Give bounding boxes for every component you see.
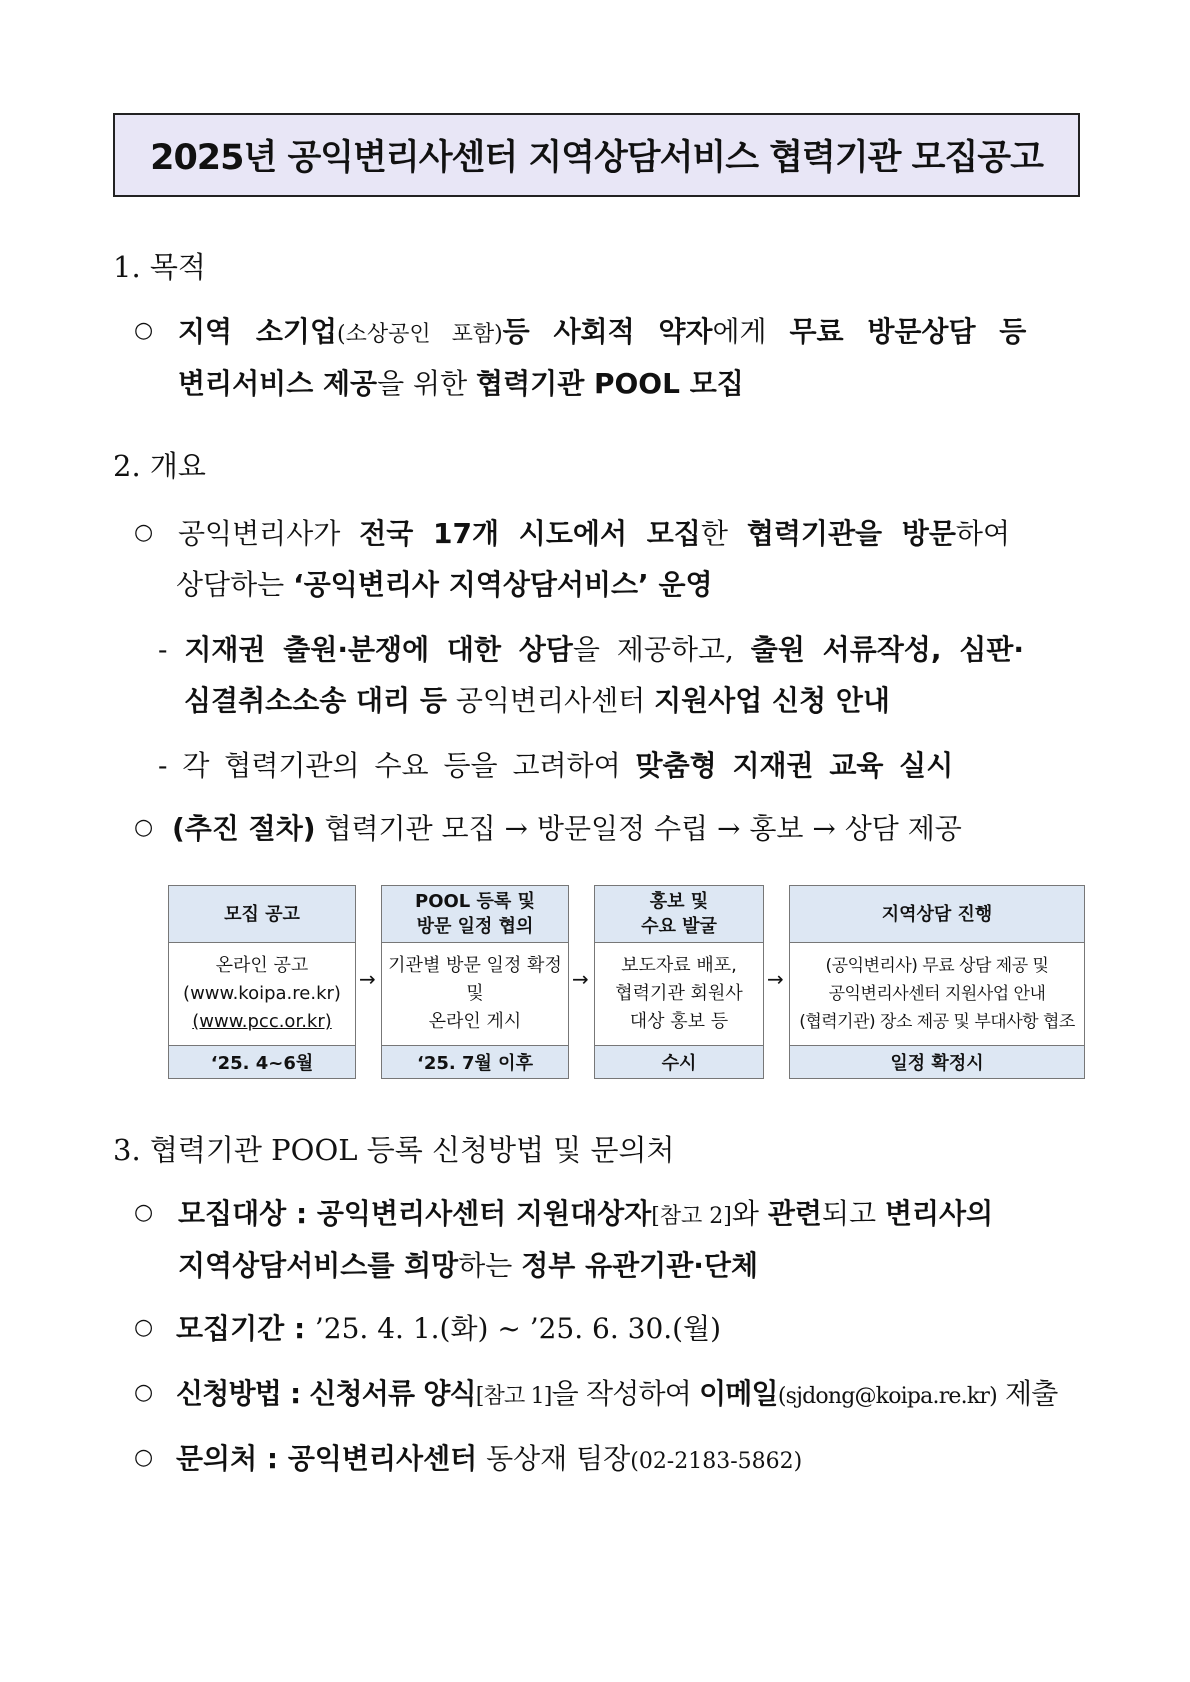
text-run: - (158, 633, 185, 666)
s2-para-1-line-1 (178, 512, 1010, 552)
bullet: ○ (134, 520, 154, 545)
s3-target-line-1 (178, 1192, 993, 1232)
bullet: ○ (134, 1380, 154, 1405)
flow-step-1 (168, 885, 356, 1079)
bullet: ○ (134, 815, 154, 840)
text-run: 이메일 (699, 1377, 778, 1410)
flow-step-head: 지역상담 진행 (790, 886, 1084, 943)
text-run: 전국 17개 시도에서 모집 (359, 517, 701, 550)
text-run: 신청방법 : 신청서류 양식 (176, 1377, 476, 1410)
text-run: 동상재 팀장 (477, 1442, 631, 1475)
flow-step-foot: 수시 (595, 1045, 763, 1078)
flow-step-4 (789, 885, 1085, 1079)
text-run: 와 (731, 1197, 768, 1230)
text-run: 에게 (712, 315, 790, 348)
section-3-heading: 3. 협력기관 POOL 등록 신청방법 및 문의처 (113, 1133, 675, 1167)
text-run: 을 제공하고, (572, 633, 751, 666)
s2-dash-1-line-1 (158, 628, 1024, 668)
flow-step-body: 기관별 방문 일정 확정 및 온라인 게시 (388, 955, 562, 1032)
text-run: 등 사회적 약자 (502, 315, 713, 348)
text-run: 되고 (821, 1197, 885, 1230)
flow-step-body: (공익변리사) 무료 상담 제공 및 공익변리사센터 지원사업 안내 (협력기관) 장소 제공 및 부대사항 협조 (799, 956, 1075, 1032)
text-run: 을 작성하여 (551, 1377, 700, 1410)
s3-method (176, 1372, 1057, 1412)
text-run: [참고 1] (475, 1384, 552, 1409)
text-run: 하여 (955, 517, 1011, 550)
flow-step-body: 온라인 공고 (www.koipa.re.kr) (www.pcc.or.kr) (183, 955, 341, 1032)
s2-dash-1-line-2 (184, 679, 890, 719)
s2-dash-2 (158, 744, 953, 784)
s3-contact (176, 1437, 802, 1477)
text-run: 지재권 출원·분쟁에 대한 상담 (184, 633, 573, 666)
s3-period (176, 1307, 721, 1347)
flow-step-head: 홍보 및 수요 발굴 (595, 886, 763, 943)
text-run: 지역 소기업 (178, 315, 337, 348)
flow-step-foot: ‘25. 4~6월 (169, 1045, 355, 1078)
text-run: 무료 방문상담 등 (789, 315, 1027, 348)
flow-step-foot: 일정 확정시 (790, 1045, 1084, 1078)
bullet: ○ (134, 1445, 154, 1470)
text-run: 정부 유관기관·단체 (521, 1249, 759, 1282)
text-run: 변리사의 (884, 1197, 994, 1230)
text-run: 모집기간 : (176, 1312, 315, 1345)
title-box (113, 113, 1080, 197)
s3-target-line-2 (178, 1244, 758, 1284)
text-run: 협력기관을 방문 (746, 517, 956, 550)
text-run: 지역상담서비스를 희망 (178, 1249, 459, 1282)
text-run: 을 위한 (377, 367, 477, 400)
text-run: 지원사업 신청 안내 (654, 684, 890, 717)
section-2-heading: 2. 개요 (113, 449, 206, 483)
text-run: 문의처 : 공익변리사센터 (176, 1442, 478, 1475)
text-run: 협력기관 POOL 모집 (476, 367, 744, 400)
flow-step-3 (594, 885, 764, 1079)
text-run: (추진 절차) (172, 812, 316, 845)
flow-arrow: → (359, 967, 376, 991)
text-run: 출원 서류작성, 심판· (750, 633, 1024, 666)
text-run: (02-2183-5862) (630, 1449, 803, 1474)
text-run: 변리서비스 제공 (178, 367, 378, 400)
bullet: ○ (134, 1200, 154, 1225)
text-run: 공익변리사가 (178, 517, 360, 550)
text-run: - 각 협력기관의 수요 등을 고려하여 (158, 749, 636, 782)
flow-step-head: POOL 등록 및 방문 일정 협의 (382, 886, 568, 943)
flow-step-2 (381, 885, 569, 1079)
bullet: ○ (134, 1315, 154, 1340)
text-run: 공익변리사센터 (446, 684, 655, 717)
text-run: 한 (700, 517, 747, 550)
text-run: ’25. 4. 1.(화) ~ ’25. 6. 30.(월) (314, 1312, 722, 1345)
s1-line-1 (178, 310, 1026, 350)
flow-step-body: 보도자료 배포, 협력기관 회원사 대상 홍보 등 (615, 955, 743, 1032)
s2-para-2 (172, 807, 962, 847)
text-run: 하는 (458, 1249, 522, 1282)
text-run: (소상공인 포함) (337, 322, 503, 347)
text-run: 모집대상 : 공익변리사센터 지원대상자 (178, 1197, 652, 1230)
text-run: 심결취소소송 대리 등 (184, 684, 447, 717)
bullet: ○ (134, 318, 154, 343)
text-run: [참고 2] (651, 1204, 732, 1229)
text-run: ‘공익변리사 지역상담서비스’ 운영 (293, 568, 713, 601)
text-run: 제출 (996, 1377, 1058, 1410)
flow-arrow: → (767, 967, 784, 991)
text-run: 협력기관 모집 → 방문일정 수립 → 홍보 → 상담 제공 (315, 812, 962, 845)
text-run: 관련 (767, 1197, 822, 1230)
flow-arrow: → (572, 967, 589, 991)
text-run: (sjdong@koipa.re.kr) (777, 1384, 997, 1409)
s2-para-1-line-2 (176, 563, 713, 603)
flow-step-head: 모집 공고 (169, 886, 355, 943)
flow-step-foot: ‘25. 7월 이후 (382, 1045, 568, 1078)
text-run: 상담하는 (176, 568, 294, 601)
page-title: 2025년 공익변리사센터 지역상담서비스 협력기관 모집공고 (150, 138, 1043, 178)
section-1-heading: 1. 목적 (113, 250, 206, 284)
s1-line-2 (178, 362, 744, 402)
text-run: 맞춤형 지재권 교육 실시 (635, 749, 954, 782)
